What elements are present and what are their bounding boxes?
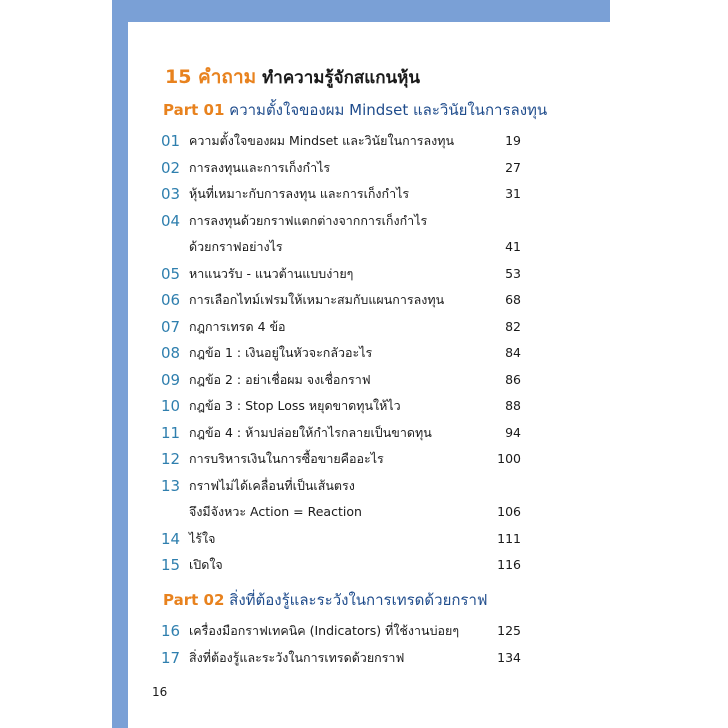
toc-entry-title: กราฟไม่ได้เคลื่อนที่เป็นเส้นตรง	[189, 477, 355, 493]
toc-entry-line	[161, 181, 521, 208]
toc-entry-title: กฎข้อ 4 : ห้ามปล่อยให้กำไรกลายเป็นขาดทุน	[189, 424, 432, 440]
toc-entry-page: 53	[505, 265, 521, 281]
toc-entry-title: การบริหารเงินในการซื้อขายคืออะไร	[189, 451, 384, 466]
book-title-number: 15 คำถาม	[165, 66, 257, 88]
toc-entry-line	[161, 645, 521, 672]
page-number: 16	[152, 685, 168, 699]
toc-entry[interactable]	[161, 645, 521, 672]
toc-entry-line	[161, 287, 521, 314]
toc-entry-page: 134	[497, 649, 521, 665]
toc-entry-number: 05	[161, 264, 181, 283]
toc-entry-title: ด้วยกราฟอย่างไร	[189, 239, 283, 254]
toc-entry-page: 106	[497, 504, 521, 519]
toc-entry-line	[161, 420, 521, 447]
toc-entry-page: 88	[505, 398, 521, 413]
toc-entry[interactable]	[161, 446, 521, 473]
toc-entry-line	[161, 618, 521, 645]
toc-entry[interactable]	[161, 526, 521, 553]
toc-entry[interactable]	[161, 208, 521, 261]
part-label: Part 02	[163, 591, 225, 609]
toc-entry-number: 09	[161, 370, 181, 389]
toc-entry-title: การเลือกไทม์เฟรมให้เหมาะสมกับแผนการลงทุน	[189, 292, 445, 307]
toc-entry-line	[161, 314, 521, 341]
toc-entry-number: 06	[161, 291, 181, 309]
toc-entry[interactable]	[161, 314, 521, 341]
toc-entry-number: 11	[161, 423, 181, 442]
toc-entry-number: 07	[161, 317, 181, 336]
toc-entry[interactable]	[161, 181, 521, 208]
toc-entry-title: การลงทุนด้วยกราฟแตกต่างจากการเก็งกำไร	[189, 212, 428, 228]
toc-entry[interactable]	[161, 340, 521, 367]
toc-entry[interactable]	[161, 552, 521, 579]
toc-entry-line	[161, 552, 521, 579]
toc-entry-title: กฎข้อ 3 : Stop Loss หยุดขาดทุนให้ไว	[189, 398, 401, 413]
toc-entry-page: 84	[505, 345, 521, 360]
toc-entry[interactable]	[161, 393, 521, 420]
toc-entry-title: หาแนวรับ - แนวต้านแบบง่ายๆ	[189, 265, 354, 281]
part-label: Part 01	[163, 101, 225, 119]
toc-list	[161, 618, 521, 671]
toc-entry-page: 27	[505, 159, 521, 175]
book-title	[165, 62, 420, 92]
toc-entry-number: 03	[161, 185, 181, 203]
toc-entry-line	[161, 526, 521, 553]
toc-entry-number: 12	[161, 450, 181, 468]
toc-entry-title: หุ้นที่เหมาะกับการลงทุน และการเก็งกำไร	[189, 186, 410, 201]
toc-entry-line	[161, 234, 521, 261]
toc-entry-line	[161, 261, 521, 288]
toc-entry-number: 01	[161, 132, 181, 150]
toc-entry[interactable]	[161, 473, 521, 526]
toc-entry-line	[161, 393, 521, 420]
toc-entry-page: 19	[505, 133, 521, 148]
toc-entry-page: 125	[497, 623, 521, 638]
toc-entry-title: ไร้ใจ	[189, 530, 216, 546]
toc-entry-line	[161, 128, 521, 155]
part-title: สิ่งที่ต้องรู้และระวังในการเทรดด้วยกราฟ	[229, 591, 488, 609]
toc-entry[interactable]	[161, 128, 521, 155]
toc-entry-line	[161, 499, 521, 526]
toc-entry-line	[161, 367, 521, 394]
toc-entry-line	[161, 155, 521, 182]
toc-entry-line	[161, 446, 521, 473]
toc-entry-line	[161, 208, 521, 235]
toc-entry[interactable]	[161, 420, 521, 447]
book-title-text: ทำความรู้จักสแกนหุ้น	[262, 68, 420, 88]
toc-entry-number: 17	[161, 648, 181, 667]
toc-entry-number: 10	[161, 397, 181, 415]
toc-entry-number: 14	[161, 529, 181, 548]
part-heading	[163, 588, 488, 612]
toc-entry-title: การลงทุนและการเก็งกำไร	[189, 159, 331, 175]
toc-entry-number: 04	[161, 211, 181, 230]
toc-entry[interactable]	[161, 155, 521, 182]
toc-entry-title: เครื่องมือกราฟเทคนิค (Indicators) ที่ใช้งานบ่อยๆ	[189, 623, 460, 638]
toc-entry-page: 31	[505, 186, 521, 201]
toc-entry-page: 41	[505, 239, 521, 254]
toc-entry[interactable]	[161, 618, 521, 645]
part-heading	[163, 98, 547, 122]
toc-entry-title: ความตั้งใจของผม Mindset และวินัยในการลงทุน	[189, 133, 454, 148]
toc-list	[161, 128, 521, 579]
toc-entry-page: 68	[505, 292, 521, 307]
toc-entry-title: เปิดใจ	[189, 557, 223, 572]
toc-entry-number: 15	[161, 556, 181, 574]
toc-entry-page: 94	[505, 424, 521, 440]
toc-entry-title: กฎข้อ 1 : เงินอยู่ในหัวจะกลัวอะไร	[189, 345, 373, 360]
toc-entry-title: จึงมีจังหวะ Action = Reaction	[189, 504, 362, 519]
toc-entry-title: กฎข้อ 2 : อย่าเชื่อผม จงเชื่อกราฟ	[189, 371, 371, 387]
toc-entry-title: กฎการเทรด 4 ข้อ	[189, 318, 286, 334]
toc-entry-line	[161, 473, 521, 500]
toc-entry-number: 13	[161, 476, 181, 495]
toc-entry-page: 116	[497, 557, 521, 572]
toc-entry-page: 111	[497, 530, 521, 546]
part-title: ความตั้งใจของผม Mindset และวินัยในการลงทุน	[229, 101, 548, 119]
toc-entry-number: 02	[161, 158, 181, 177]
toc-entry-number: 16	[161, 622, 181, 640]
toc-entry-page: 86	[505, 371, 521, 387]
toc-entry-title: สิ่งที่ต้องรู้และระวังในการเทรดด้วยกราฟ	[189, 649, 405, 665]
toc-entry-number: 08	[161, 344, 181, 362]
toc-entry[interactable]	[161, 287, 521, 314]
toc-entry-page: 82	[505, 318, 521, 334]
toc-entry[interactable]	[161, 367, 521, 394]
toc-entry-line	[161, 340, 521, 367]
toc-entry[interactable]	[161, 261, 521, 288]
toc-entry-page: 100	[497, 451, 521, 466]
book-page	[128, 22, 610, 728]
